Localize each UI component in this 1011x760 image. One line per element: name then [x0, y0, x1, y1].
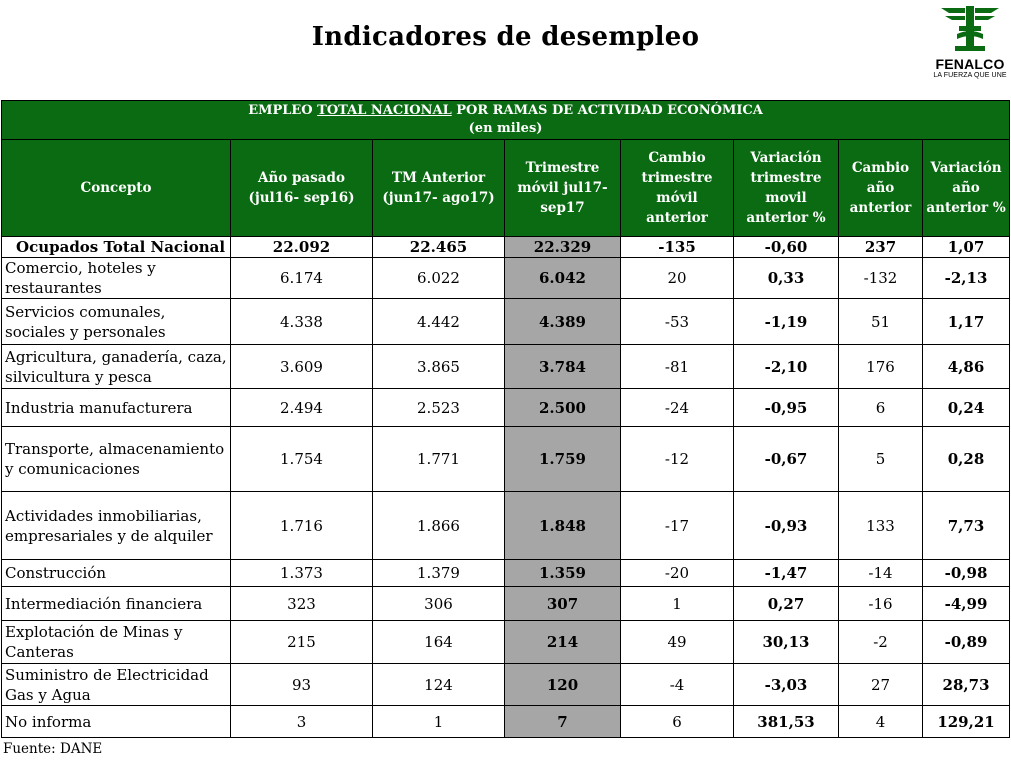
page-title: Indicadores de desempleo	[311, 22, 700, 52]
table-cell: 1.716	[231, 492, 373, 560]
table-cell: 3.865	[373, 345, 505, 389]
table-cell: 1.759	[505, 427, 621, 492]
table-cell: 1.848	[505, 492, 621, 560]
table-banner	[2, 101, 1010, 140]
table-cell: 4.338	[231, 299, 373, 345]
table-row	[2, 492, 1010, 560]
total-row	[2, 237, 1010, 258]
table-cell: 124	[373, 664, 505, 706]
table-cell: 4,86	[923, 345, 1010, 389]
table-cell: 133	[839, 492, 923, 560]
table-cell: -53	[621, 299, 734, 345]
table-cell: -14	[839, 560, 923, 587]
table-cell: 1.771	[373, 427, 505, 492]
table-cell: 176	[839, 345, 923, 389]
column-header-row	[2, 140, 1010, 237]
table-cell: 93	[231, 664, 373, 706]
table-cell: -0,60	[734, 237, 839, 258]
col-cambio-ano-header: Cambio año anterior	[839, 140, 923, 237]
col-trimestre-movil-header: Trimestre móvil jul17-sep17	[505, 140, 621, 237]
table-cell: -135	[621, 237, 734, 258]
table-cell: 6.042	[505, 258, 621, 299]
table-cell: 307	[505, 587, 621, 621]
table-cell: 51	[839, 299, 923, 345]
row-label: Suministro de Electricidad Gas y Agua	[2, 664, 231, 706]
row-label: No informa	[2, 706, 231, 738]
table-cell: 49	[621, 621, 734, 664]
table-cell: 3.784	[505, 345, 621, 389]
table-row	[2, 560, 1010, 587]
table-cell: 2.494	[231, 389, 373, 427]
table-cell: -2,10	[734, 345, 839, 389]
table-cell: 306	[373, 587, 505, 621]
table-cell: 22.092	[231, 237, 373, 258]
table-cell: 3.609	[231, 345, 373, 389]
table-cell: 2.523	[373, 389, 505, 427]
table-row	[2, 389, 1010, 427]
table-cell: 4	[839, 706, 923, 738]
table-cell: -0,89	[923, 621, 1010, 664]
table-cell: -12	[621, 427, 734, 492]
table-cell: -20	[621, 560, 734, 587]
table-cell: 1,17	[923, 299, 1010, 345]
table-cell: 164	[373, 621, 505, 664]
logo-tagline: LA FUERZA QUE UNE	[933, 72, 1007, 79]
col-tm-anterior-header: TM Anterior (jun17- ago17)	[373, 140, 505, 237]
row-label: Actividades inmobiliarias, empresariales y de alquiler	[2, 492, 231, 560]
table-row	[2, 299, 1010, 345]
table-cell: 4.389	[505, 299, 621, 345]
col-variacion-ano-header: Variación año anterior %	[923, 140, 1010, 237]
table-cell: 1,07	[923, 237, 1010, 258]
table-cell: 1.866	[373, 492, 505, 560]
table-cell: 120	[505, 664, 621, 706]
table-cell: -16	[839, 587, 923, 621]
row-label: Servicios comunales, sociales y personales	[2, 299, 231, 345]
table-cell: 0,33	[734, 258, 839, 299]
table-cell: -81	[621, 345, 734, 389]
table-cell: -2	[839, 621, 923, 664]
table-cell: -17	[621, 492, 734, 560]
row-label: Industria manufacturera	[2, 389, 231, 427]
table-cell: 28,73	[923, 664, 1010, 706]
table-cell: 20	[621, 258, 734, 299]
table-row	[2, 427, 1010, 492]
table-cell: 1.373	[231, 560, 373, 587]
table-cell: 6.174	[231, 258, 373, 299]
table-cell: -132	[839, 258, 923, 299]
table-cell: -1,47	[734, 560, 839, 587]
table-row	[2, 706, 1010, 738]
table-row	[2, 345, 1010, 389]
table-cell: 3	[231, 706, 373, 738]
table-cell: 1.379	[373, 560, 505, 587]
table-cell: 22.465	[373, 237, 505, 258]
table-cell: 4.442	[373, 299, 505, 345]
table-cell: -3,03	[734, 664, 839, 706]
fenalco-logo	[930, 4, 1010, 84]
table-cell: 7	[505, 706, 621, 738]
table-cell: -0,95	[734, 389, 839, 427]
banner-text-1: EMPLEO	[248, 103, 318, 118]
table-cell: 1	[621, 587, 734, 621]
table-row	[2, 664, 1010, 706]
table-cell: -0,67	[734, 427, 839, 492]
fenalco-emblem-icon	[939, 4, 1001, 54]
row-label: Transporte, almacenamiento y comunicaciones	[2, 427, 231, 492]
row-label: Comercio, hoteles y restaurantes	[2, 258, 231, 299]
table-cell: 381,53	[734, 706, 839, 738]
table-cell: 323	[231, 587, 373, 621]
banner-text-2: TOTAL NACIONAL	[317, 103, 452, 118]
table-cell: -4,99	[923, 587, 1010, 621]
banner-subtitle: (en miles)	[468, 121, 543, 136]
table-cell: 129,21	[923, 706, 1010, 738]
table-cell: 0,28	[923, 427, 1010, 492]
table-cell: 237	[839, 237, 923, 258]
table-cell: -2,13	[923, 258, 1010, 299]
table-cell: 6.022	[373, 258, 505, 299]
table-cell: 2.500	[505, 389, 621, 427]
table-cell: 0,24	[923, 389, 1010, 427]
table-cell: 6	[621, 706, 734, 738]
table-cell: -0,93	[734, 492, 839, 560]
col-cambio-trimestre-header: Cambio trimestre móvil anterior	[621, 140, 734, 237]
row-label: Intermediación financiera	[2, 587, 231, 621]
source-note: Fuente: DANE	[3, 741, 103, 757]
logo-name: FENALCO	[935, 56, 1005, 72]
table-cell: 6	[839, 389, 923, 427]
col-variacion-trimestre-header: Variación trimestre movil anterior %	[734, 140, 839, 237]
table-cell: 7,73	[923, 492, 1010, 560]
row-label: Construcción	[2, 560, 231, 587]
row-label: Ocupados Total Nacional	[2, 237, 231, 258]
table-cell: -1,19	[734, 299, 839, 345]
table-row	[2, 258, 1010, 299]
table-cell: 0,27	[734, 587, 839, 621]
table-cell: 214	[505, 621, 621, 664]
employment-table	[1, 100, 1010, 738]
table-cell: 1.754	[231, 427, 373, 492]
table-cell: -24	[621, 389, 734, 427]
table-cell: 215	[231, 621, 373, 664]
row-label: Agricultura, ganadería, caza, silvicultura y pesca	[2, 345, 231, 389]
row-label: Explotación de Minas y Canteras	[2, 621, 231, 664]
table-cell: -4	[621, 664, 734, 706]
table-cell: 30,13	[734, 621, 839, 664]
table-cell: 27	[839, 664, 923, 706]
table-cell: 5	[839, 427, 923, 492]
table-row	[2, 587, 1010, 621]
table-cell: 22.329	[505, 237, 621, 258]
table-cell: -0,98	[923, 560, 1010, 587]
col-concepto-header: Concepto	[2, 140, 231, 237]
col-ano-pasado-header: Año pasado (jul16- sep16)	[231, 140, 373, 237]
table-row	[2, 621, 1010, 664]
table-cell: 1.359	[505, 560, 621, 587]
table-cell: 1	[373, 706, 505, 738]
banner-text-3: POR RAMAS DE ACTIVIDAD ECONÓMICA	[451, 103, 763, 118]
